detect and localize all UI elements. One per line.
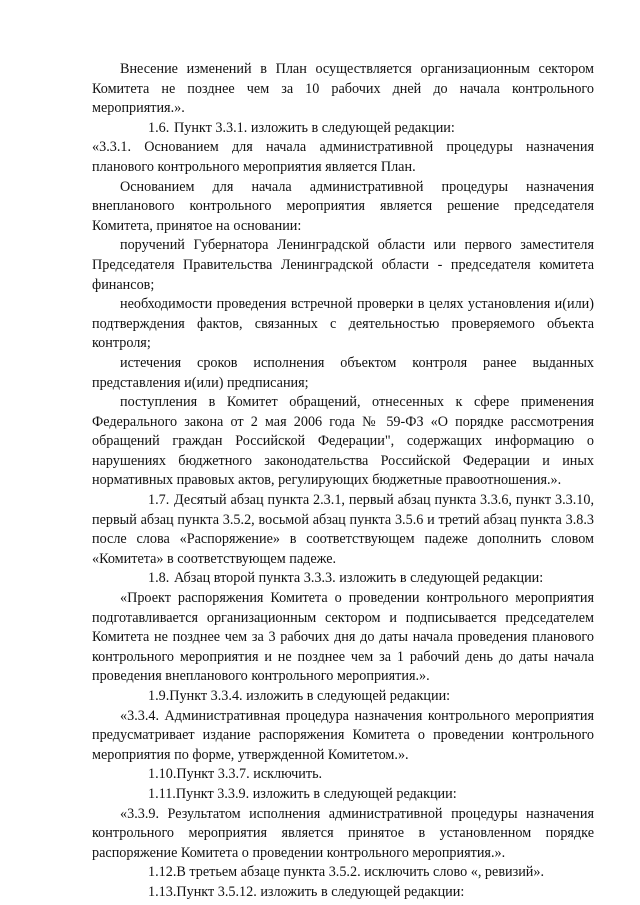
paragraph-text: поступления в Комитет обращений, отнесенных к сфере применения Федерального закона от 2 мая 2006 года № 59-ФЗ «О порядке рассмотрения обращений граждан Российской Федерации", содержащих информацию о нарушениях бюджетного законодательства Российской Федерации и иных нормативных правовых актов, регулирующих бюджетные правоотношения.». — [92, 394, 594, 489]
item-number: 1.8. — [148, 570, 170, 587]
paragraph-item-1-8 — [92, 569, 594, 589]
paragraph — [92, 236, 594, 295]
paragraph-text: Десятый абзац пункта 2.3.1, первый абзац пункта 3.3.6, пункт 3.3.10, первый абзац пункта 3.5.2, восьмой абзац пункта 3.5.6 и третий абзац пункта 3.8.3 после слова «Распоряжение» в соответствующем падеже дополнить словом «Комитета» в соответствующем падеже. — [92, 492, 594, 567]
item-number: 1.12. — [148, 864, 177, 881]
paragraph-text: «Проект распоряжения Комитета о проведении контрольного мероприятия подготавливается организационным сектором и подписывается председателем Комитета не позднее чем за 3 рабочих дня до даты начала проведения планового контрольного мероприятия и не позднее чем за 1 рабочий день до даты начала проведения внепланового контрольного мероприятия.». — [92, 590, 594, 685]
paragraph-text: Основанием для начала административной процедуры назначения внепланового контрольного мероприятия является решение председателя Комитета, принятое на основании: — [92, 178, 594, 234]
paragraph-item-1-7 — [92, 491, 594, 569]
item-number: 1.10. — [148, 766, 177, 783]
paragraph-text: «3.3.9. Результатом исполнения административной процедуры назначения контрольного мероприятия является принятое в установленном порядке распоряжение Комитета о проведении контрольного мероприятия.». — [92, 805, 594, 861]
paragraph-item-1-6 — [92, 119, 594, 139]
paragraph — [92, 393, 594, 491]
paragraph-quote — [92, 805, 594, 864]
paragraph-text: Абзац второй пункта 3.3.3. изложить в следующей редакции: — [174, 570, 544, 587]
paragraph-text: Пункт 3.3.9. изложить в следующей редакции: — [175, 785, 457, 802]
paragraph-text: «3.3.4. Административная процедура назначения контрольного мероприятия предусматривает издание распоряжения Комитета о проведении контрольного мероприятия по форме, утвержденной Комитетом.». — [92, 707, 594, 763]
paragraph-text: Пункт 3.5.12. изложить в следующей редакции: — [176, 883, 465, 900]
paragraph-text: Пункт 3.3.1. изложить в следующей редакции: — [174, 119, 455, 136]
paragraph — [92, 60, 594, 119]
item-number: 1.6. — [148, 119, 170, 136]
paragraph-item-1-12 — [92, 863, 594, 883]
paragraph-text: «3.3.1. Основанием для начала административной процедуры назначения планового контрольного мероприятия является План. — [92, 139, 594, 175]
item-number: 1.9. — [148, 688, 170, 704]
item-number: 1.11. — [148, 785, 176, 802]
paragraph-quote — [92, 138, 594, 177]
paragraph-quote — [92, 589, 594, 687]
paragraph — [92, 178, 594, 237]
paragraph — [92, 354, 594, 393]
paragraph-item-1-11 — [92, 785, 594, 805]
document-page — [92, 60, 594, 903]
paragraph-text: Внесение изменений в План осуществляется организационным сектором Комитета не позднее чем за 10 рабочих дней до начала контрольного мероприятия.». — [92, 61, 594, 117]
paragraph-text: необходимости проведения встречной проверки в целях установления и(или) подтверждения фактов, связанных с деятельностью проверяемого объекта контроля; — [92, 296, 594, 352]
paragraph-text: В третьем абзаце пункта 3.5.2. исключить слово «, ревизий». — [176, 864, 545, 881]
paragraph-item-1-9 — [92, 687, 594, 707]
item-number: 1.7. — [148, 492, 170, 509]
paragraph-quote — [92, 707, 594, 766]
paragraph-text: Пункт 3.3.7. исключить. — [176, 766, 323, 783]
paragraph-item-1-10 — [92, 765, 594, 785]
item-number: 1.13. — [148, 883, 177, 900]
paragraph-item-1-13 — [92, 883, 594, 903]
paragraph-text: истечения сроков исполнения объектом контроля ранее выданных представления и(или) предписания; — [92, 354, 594, 391]
paragraph — [92, 295, 594, 354]
paragraph-text: Пункт 3.3.4. изложить в следующей редакции: — [169, 688, 451, 704]
paragraph-text: поручений Губернатора Ленинградской области или первого заместителя Председателя Правительства Ленинградской области - председателя комитета финансов; — [92, 237, 594, 293]
